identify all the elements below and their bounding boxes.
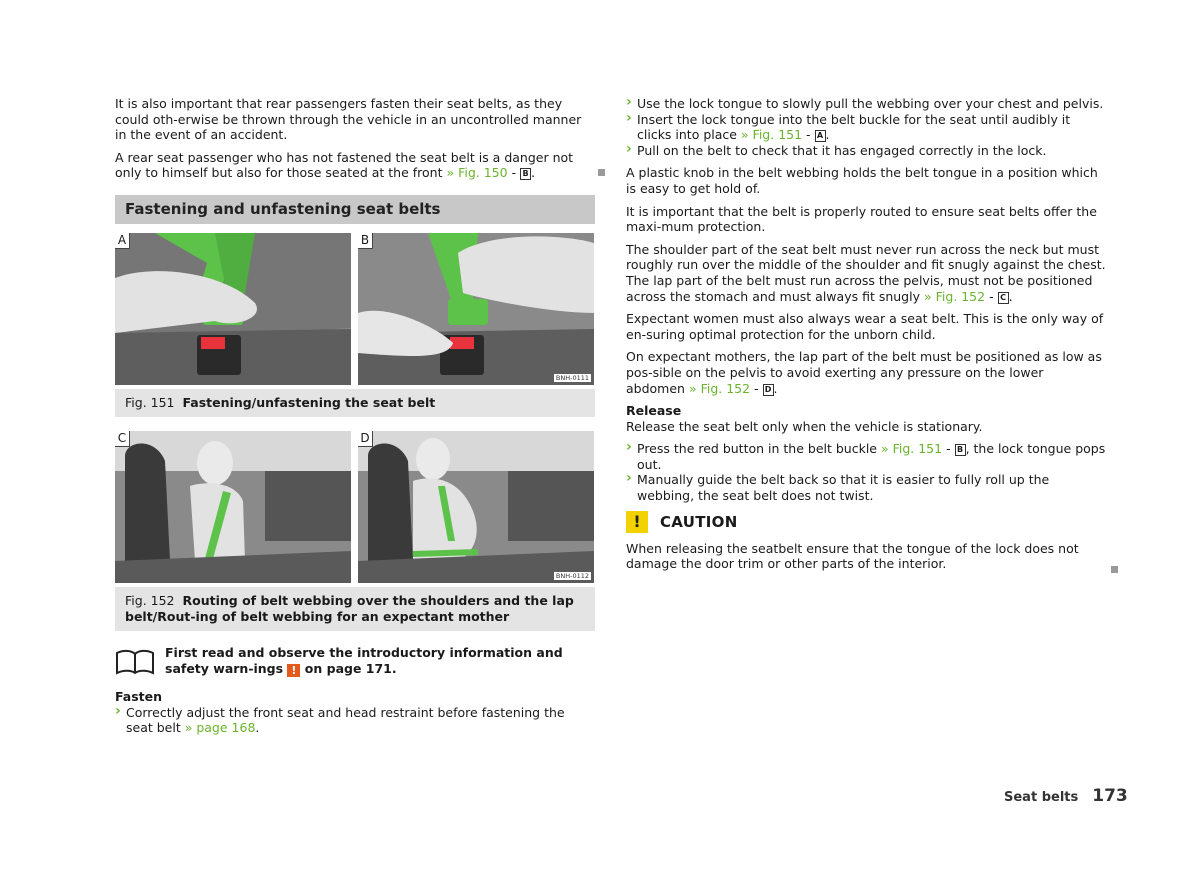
- bullet-text: Press the red button in the belt buckle: [637, 441, 881, 457]
- list-item: › Correctly adjust the front seat and head restraint before fastening the seat belt » page 168.: [115, 705, 595, 736]
- left-column: [115, 96, 595, 736]
- figure-ref-box: C: [998, 292, 1009, 304]
- figure-number: Fig. 152: [125, 592, 175, 608]
- list-item: › Pull on the belt to check that it has engaged correctly in the lock.: [626, 143, 1106, 159]
- figure-caption-text: Routing of belt webbing over the shoulders and the lap belt/Rout-ing of belt webbing for an expectant mother: [125, 592, 574, 624]
- read-first-text: First read and observe the introductory information and safety warn-ings: [165, 644, 563, 676]
- footer-section: Seat belts: [1004, 790, 1079, 805]
- figure-b-image: [358, 233, 594, 385]
- book-icon: [115, 649, 155, 679]
- bullet-text: Insert the lock tongue into the belt buckle for the seat until audibly it clicks into place: [637, 111, 1071, 143]
- warning-icon: !: [287, 664, 300, 677]
- figure-label: A: [115, 233, 130, 249]
- figure-link[interactable]: » Fig. 151: [880, 441, 943, 457]
- figure-152: [115, 431, 595, 583]
- caution-title: CAUTION: [660, 512, 738, 531]
- caution-icon: !: [626, 511, 648, 533]
- figure-caption: [115, 587, 595, 631]
- paragraph: It is also important that rear passengers fasten their seat belts, as they could oth-erwise be thrown through the vehicle in an uncontrolled manner in the event of an accident.: [115, 96, 582, 143]
- caution-header: [626, 511, 1106, 533]
- figure-ref-box: A: [815, 130, 826, 142]
- figure-code: BNH-0111: [555, 373, 589, 382]
- paragraph-text: A rear seat passenger who has not fastened the seat belt is a danger not only to himself but also for those seated at the front: [115, 149, 574, 181]
- paragraph: On expectant mothers, the lap part of the belt must be positioned as low as pos-sible on the pelvis to avoid exerting any pressure on the lower abdomen » Fig. 152 - D .: [626, 349, 1102, 396]
- paragraph: It is important that the belt is properly routed to ensure seat belts offer the maxi-mum protection.: [626, 203, 1097, 235]
- page-footer: [1004, 786, 1128, 806]
- subheading-release: Release: [626, 403, 682, 419]
- figure-code: BNH-0112: [555, 571, 589, 580]
- bullet-text-tail: , the lock tongue pops out.: [637, 441, 1106, 472]
- list-item: › Manually guide the belt back so that it is easier to fully roll up the webbing, the seat belt does not twist.: [626, 472, 1106, 503]
- figure-number: Fig. 151: [125, 394, 175, 410]
- figure-c-image: [115, 431, 351, 583]
- page-number: 173: [1092, 786, 1128, 806]
- paragraph-text: On expectant mothers, the lap part of the belt must be positioned as low as pos-sible on the pelvis to avoid exerting any pressure on the lower abdomen: [626, 349, 1102, 396]
- list-item: › Insert the lock tongue into the belt buckle for the seat until audibly it clicks into place » Fig. 151 - A .: [626, 112, 1106, 143]
- figure-caption-text: Fastening/unfastening the seat belt: [182, 394, 436, 410]
- bullet-text: Correctly adjust the front seat and head restraint before fastening the seat belt: [126, 704, 565, 736]
- paragraph: Release the seat belt only when the vehicle is stationary.: [626, 418, 983, 434]
- figure-label: C: [115, 431, 130, 447]
- figure-a-image: [115, 233, 351, 385]
- figure-label: D: [358, 431, 373, 447]
- figure-d-image: [358, 431, 594, 583]
- paragraph: Expectant women must also always wear a seat belt. This is the only way of en-suring optimal protection for the unborn child.: [626, 311, 1104, 342]
- figure-label: B: [358, 233, 373, 249]
- right-column: [626, 96, 1106, 579]
- figure-link[interactable]: » Fig. 152: [688, 380, 751, 396]
- paragraph-text: The shoulder part of the seat belt must never run across the neck but must roughly run over the middle of the shoulder and fit snugly against the chest. The lap part of the belt must run across the pelvis, must not be positioned across the stomach and must always fit snugly: [626, 241, 1106, 304]
- figure-link[interactable]: » Fig. 152: [923, 288, 986, 304]
- figure-151: [115, 233, 595, 385]
- read-first-page: on page 171.: [300, 660, 397, 676]
- figure-caption: [115, 389, 595, 417]
- caution-text: When releasing the seatbelt ensure that the tongue of the lock does not damage the door trim or other parts of the interior.: [626, 541, 1106, 572]
- paragraph: A rear seat passenger who has not fastened the seat belt is a danger not only to himself but also for those seated at the front » Fig. 150 - B .: [115, 150, 595, 181]
- paragraph: A plastic knob in the belt webbing holds the belt tongue in a position which is easy to get hold of.: [626, 165, 1098, 196]
- section-end-mark: [1111, 566, 1118, 573]
- subheading-fasten: Fasten: [115, 688, 163, 704]
- list-item: › Press the red button in the belt buckle » Fig. 151 - B , the lock tongue pops out.: [626, 441, 1106, 472]
- read-first-note: [115, 645, 595, 679]
- figure-ref-box: B: [520, 168, 531, 180]
- figure-link[interactable]: » Fig. 150: [446, 165, 508, 181]
- section-end-mark: [598, 169, 605, 176]
- figure-ref-box: D: [763, 384, 774, 396]
- paragraph: The shoulder part of the seat belt must never run across the neck but must roughly run over the middle of the shoulder and fit snugly against the chest. The lap part of the belt must run across the pelvis, must not be positioned across the stomach and must always fit snugly » Fig. 152 - C .: [626, 241, 1106, 304]
- figure-link[interactable]: » Fig. 151: [740, 127, 803, 143]
- figure-ref-box: B: [955, 444, 966, 456]
- list-item: › Use the lock tongue to slowly pull the webbing over your chest and pelvis.: [626, 96, 1106, 112]
- section-title: Fastening and unfastening seat belts: [115, 195, 595, 224]
- page-link[interactable]: » page 168: [184, 720, 256, 736]
